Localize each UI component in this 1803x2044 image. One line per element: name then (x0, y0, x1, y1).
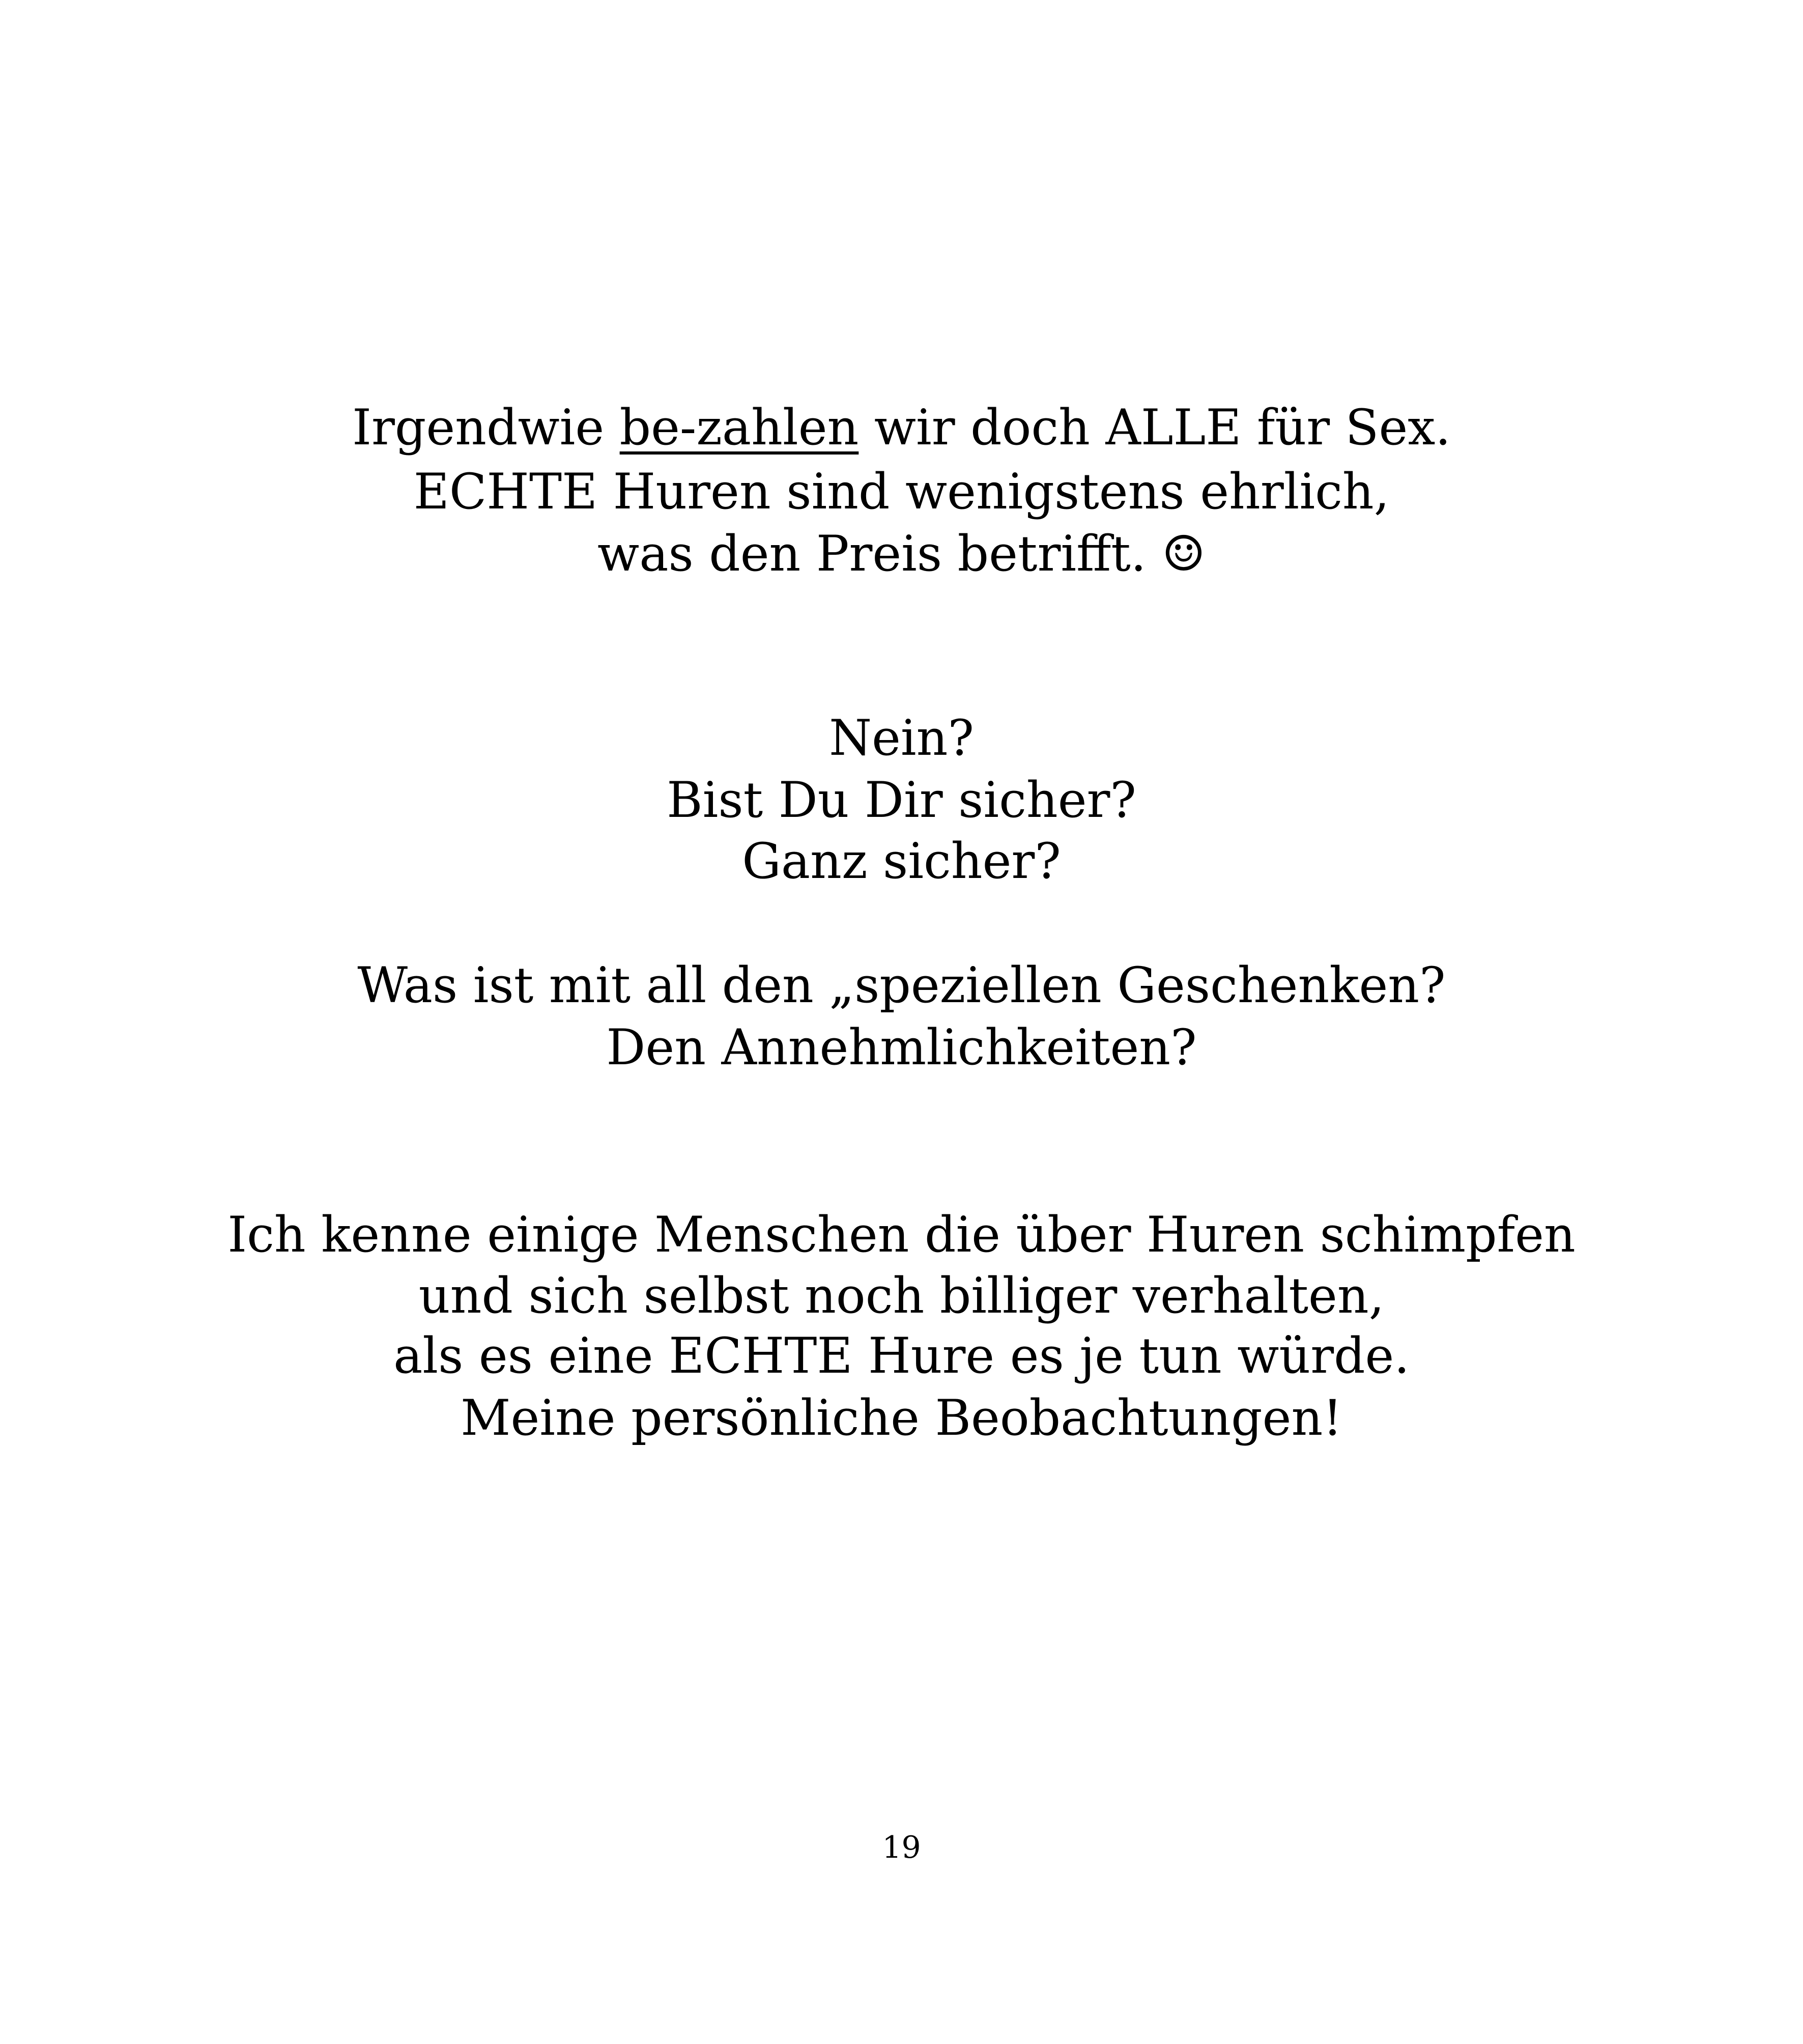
stanza3-line2: Den Annehmlichkeiten? (606, 1019, 1197, 1076)
stanza4-line1: Ich kenne einige Menschen die über Huren schimpfen (227, 1206, 1576, 1263)
page-number: 19 (882, 1830, 921, 1865)
stanza1-line3: was den Preis betrifft. ☺ (597, 525, 1206, 582)
stanza2-line1: Nein? (829, 709, 974, 766)
stanza1-line1-after: wir doch ALLE für Sex. (858, 399, 1451, 456)
stanza2-line2: Bist Du Dir sicher? (667, 772, 1136, 829)
stanza4-line2: und sich selbst noch billiger verhalten, (418, 1267, 1385, 1324)
stanza2-line3: Ganz sicher? (742, 833, 1061, 890)
stanza3-line1: Was ist mit all den „speziellen Geschenken? (357, 957, 1446, 1014)
stanza1-line2: ECHTE Huren sind wenigstens ehrlich, (413, 463, 1390, 520)
stanza4-line4: Meine persönliche Beobachtungen! (461, 1389, 1342, 1446)
stanza1-line1-before: Irgendwie (352, 399, 620, 456)
underlined-word: be-zahlen (619, 399, 859, 456)
stanza4-line3: als es eine ECHTE Hure es je tun würde. (393, 1327, 1410, 1384)
stanza1-line1 (0, 397, 1803, 458)
